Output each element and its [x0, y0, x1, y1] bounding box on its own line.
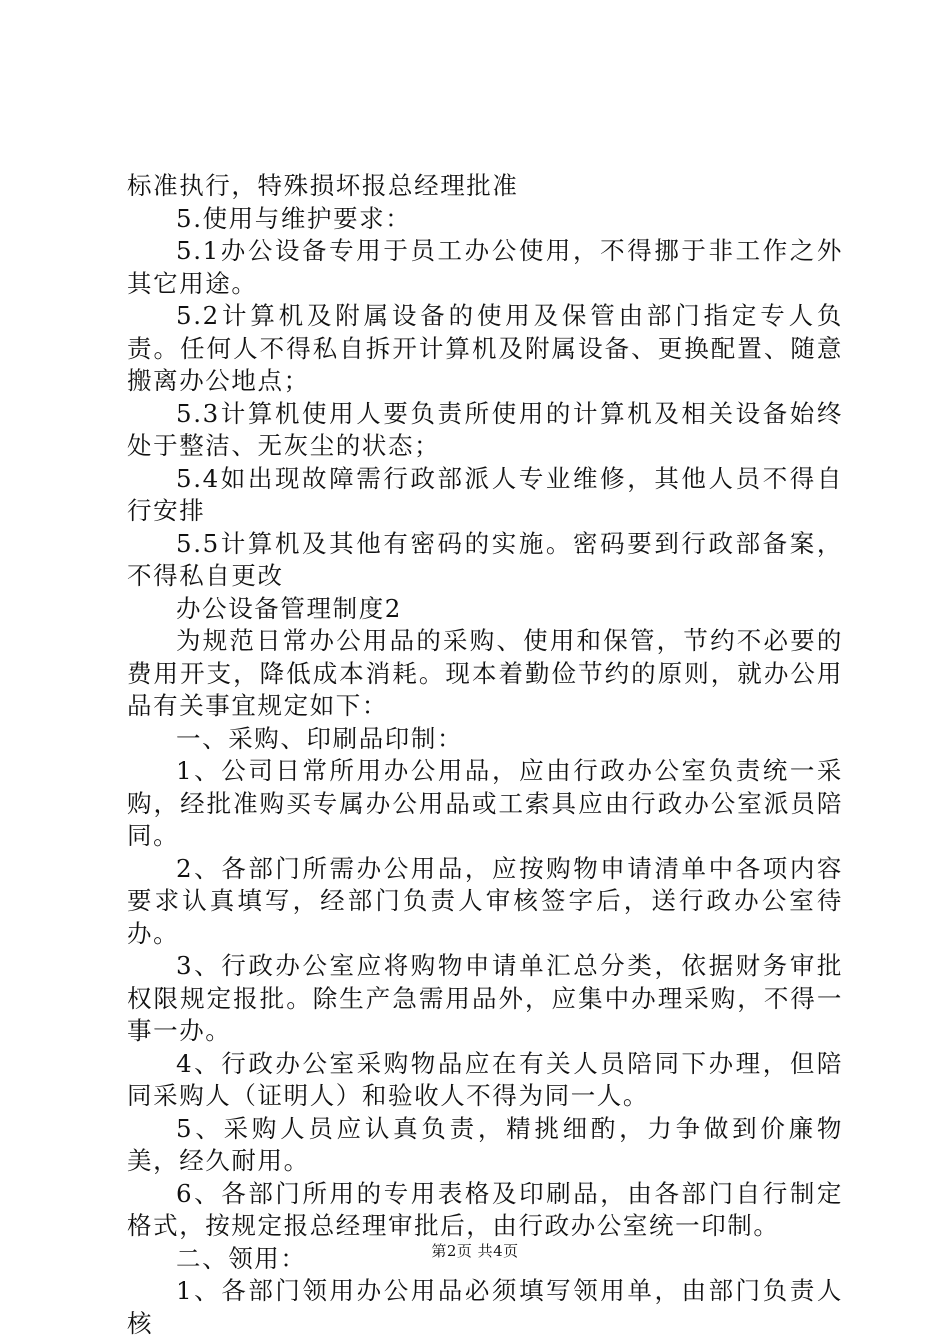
- document-paragraph: 1、公司日常所用办公用品，应由行政办公室负责统一采购，经批准购买专属办公用品或工索具应由行政办公室派员陪同。: [127, 756, 843, 850]
- document-paragraph: 为规范日常办公用品的采购、使用和保管，节约不必要的费用开支，降低成本消耗。现本着勤俭节约的原则，就办公用品有关事宜规定如下：: [127, 626, 843, 720]
- document-paragraph: 6、各部门所用的专用表格及印刷品，由各部门自行制定格式，按规定报总经理审批后，由行政办公室统一印制。: [127, 1178, 843, 1240]
- document-paragraph: 5.3计算机使用人要负责所使用的计算机及相关设备始终处于整洁、无灰尘的状态；: [127, 398, 843, 460]
- document-paragraph: 5.4如出现故障需行政部派人专业维修，其他人员不得自行安排: [127, 463, 843, 525]
- document-paragraph: 一、采购、印刷品印制：: [176, 723, 464, 753]
- document-paragraph: 5.5计算机及其他有密码的实施。密码要到行政部备案，不得私自更改: [127, 528, 843, 590]
- document-paragraph: 1、各部门领用办公用品必须填写领用单，由部门负责人核: [127, 1276, 843, 1338]
- document-paragraph: 5.2计算机及附属设备的使用及保管由部门指定专人负责。任何人不得私自拆开计算机及附属设备、更换配置、随意搬离办公地点；: [127, 301, 843, 395]
- document-paragraph: 二、领用：: [176, 1243, 307, 1273]
- document-paragraph: 办公设备管理制度2: [176, 593, 402, 623]
- document-body: [127, 170, 843, 1340]
- document-paragraph: 5.1办公设备专用于员工办公使用，不得挪于非工作之外其它用途。: [127, 236, 843, 298]
- document-paragraph: 3、行政办公室应将购物申请单汇总分类，依据财务审批权限规定报批。除生产急需用品外，应集中办理采购，不得一事一办。: [127, 951, 843, 1045]
- document-paragraph: 4、行政办公室采购物品应在有关人员陪同下办理，但陪同采购人（证明人）和验收人不得为同一人。: [127, 1048, 843, 1110]
- document-paragraph: 5、采购人员应认真负责，精挑细酌，力争做到价廉物美，经久耐用。: [127, 1113, 843, 1175]
- page-footer: 第2页 共4页: [431, 1242, 519, 1260]
- document-paragraph: 2、各部门所需办公用品，应按购物申请清单中各项内容要求认真填写，经部门负责人审核签字后，送行政办公室待办。: [127, 853, 843, 948]
- document-paragraph: 5.使用与维护要求：: [176, 203, 412, 233]
- document-paragraph: 标准执行，特殊损坏报总经理批准: [127, 171, 519, 200]
